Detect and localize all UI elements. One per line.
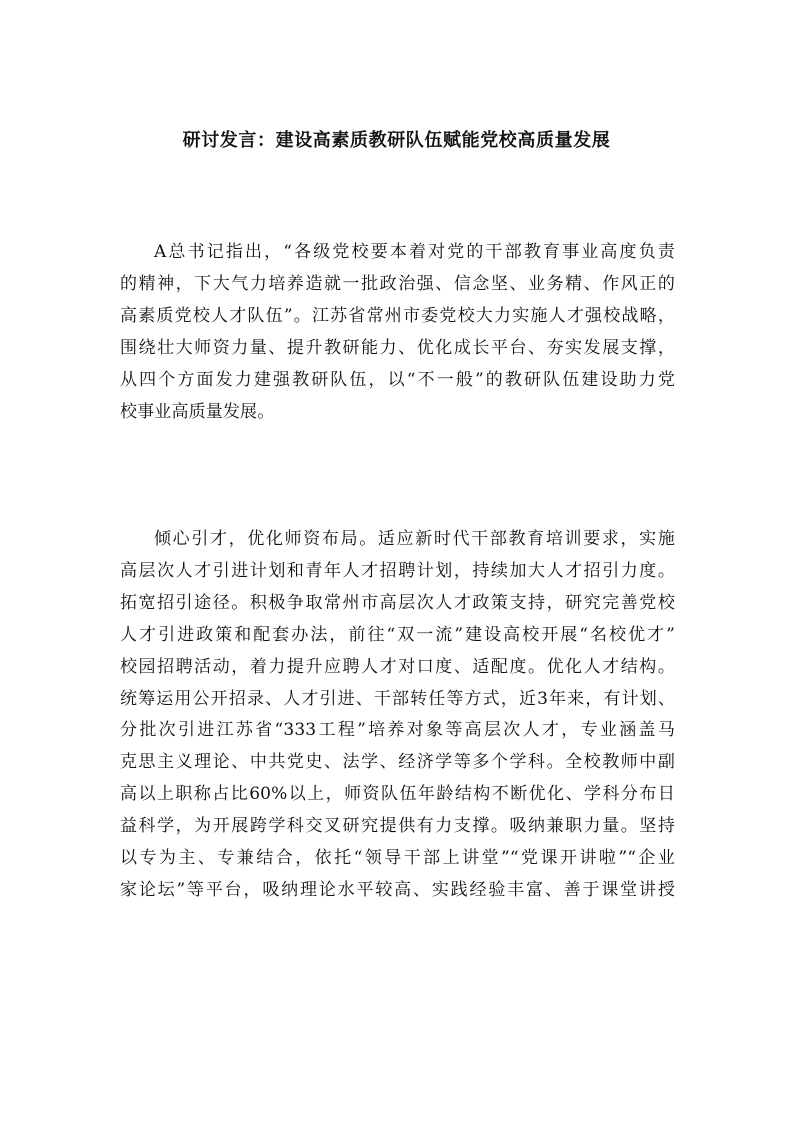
paragraph-line: 高以上职称占比60%以上，师资队伍年龄结构不断优化、学科分布日 [120,784,675,805]
paragraph-line: 校事业高质量发展。 [120,401,275,422]
paragraph-line: 校园招聘活动，着力提升应聘人才对口度、适配度。优化人才结构。 [120,656,675,677]
paragraph-line: 倾心引才，优化师资布局。适应新时代干部教育培训要求，实施 [154,529,675,549]
paragraph-line: 高层次人才引进计划和青年人才招聘计划，持续加大人才招引力度。 [120,560,675,581]
paragraph-talent-recruitment [120,524,675,907]
paragraph-line: 益科学，为开展跨学科交叉研究提供有力支撑。吸纳兼职力量。坚持 [120,816,675,837]
paragraph-line: 从四个方面发力建强教研队伍，以“不一般”的教研队伍建设助力党 [120,369,675,390]
paragraph-line: 分批次引进江苏省“333工程”培养对象等高层次人才，专业涵盖马 [120,720,675,741]
paragraph-intro [120,237,675,428]
paragraph-line: 以专为主、专兼结合，依托“领导干部上讲堂”“党课开讲啦”“企业 [120,848,675,869]
paragraph-line: 围绕壮大师资力量、提升教研能力、优化成长平台、夯实发展支撑， [120,337,675,358]
document-title: 研讨发言：建设高素质教研队伍赋能党校高质量发展 [182,130,611,151]
paragraph-line: 统筹运用公开招录、人才引进、干部转任等方式，近3年来，有计划、 [120,688,675,709]
paragraph-line: 克思主义理论、中共党史、法学、经济学等多个学科。全校教师中副 [120,752,675,773]
paragraph-line: 人才引进政策和配套办法，前往“双一流”建设高校开展“名校优才” [120,624,675,645]
paragraph-line: 的精神，下大气力培养造就一批政治强、信念坚、业务精、作风正的 [120,273,675,294]
paragraph-line: 拓宽招引途径。积极争取常州市高层次人才政策支持，研究完善党校 [120,592,675,613]
paragraph-line: A总书记指出，“各级党校要本着对党的干部教育事业高度负责 [154,242,675,262]
paragraph-line: 家论坛”等平台，吸纳理论水平较高、实践经验丰富、善于课堂讲授 [120,879,675,900]
paragraph-line: 高素质党校人才队伍”。江苏省常州市委党校大力实施人才强校战略， [120,305,675,326]
